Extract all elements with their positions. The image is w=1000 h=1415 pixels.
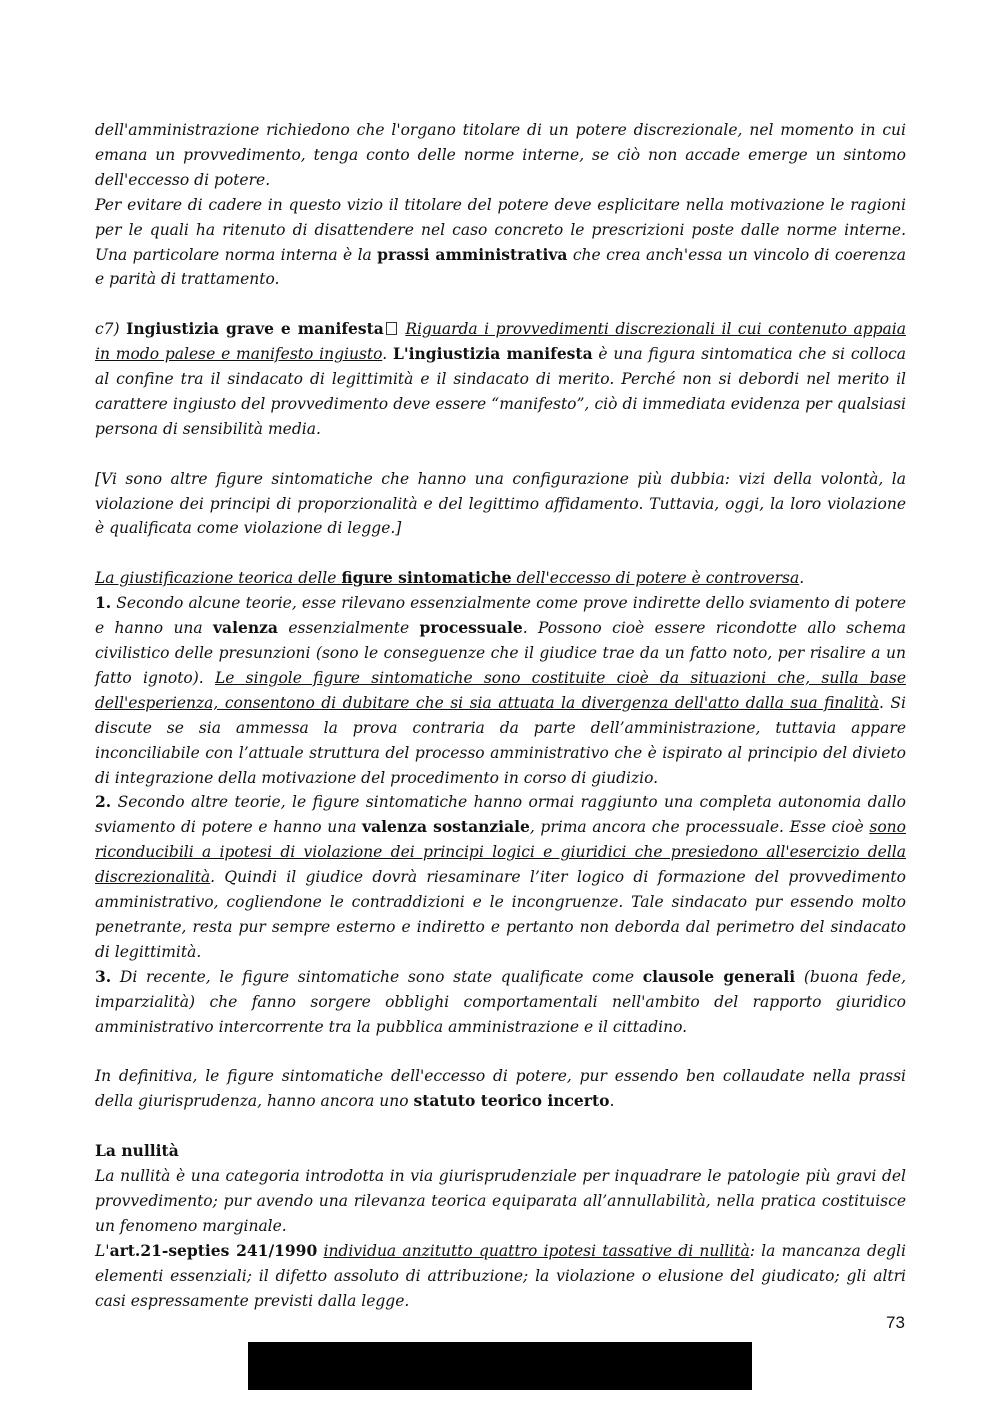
spacer <box>95 292 906 317</box>
list-number: 3. <box>95 966 112 986</box>
spacer <box>95 1039 906 1064</box>
list-item-1: 1. Secondo alcune teorie, esse rilevano essenzialmente come prove indirette dello sviamento di potere e hanno una valenza essenzialmente processuale. Possono cioè essere ricondotte allo schema civilistico delle presunzioni (sono le conseguenze che il giudice trae da un fatto noto, per risalire a un fatto ignoto). Le singole figure sintomatiche sono costituite cioè da situazioni che, sulla base dell'esperienza, consentono di dubitare che si sia attuata la divergenza dell'atto dalla sua finalità. Si discute se sia ammessa la prova contraria da parte dell’amministrazione, tuttavia appare inconciliabile con l’attuale struttura del processo amministrativo che è ispirato al principio del divieto di integrazione della motivazione del procedimento in corso di giudizio. <box>95 593 907 787</box>
spacer <box>95 541 906 566</box>
spacer <box>95 1114 906 1139</box>
c7-label: c7) <box>95 320 127 339</box>
paragraph-giustificazione: La giustificazione teorica delle figure sintomatiche dell'eccesso di potere è controversa. <box>95 568 805 588</box>
redaction-bar <box>248 1342 752 1390</box>
spacer <box>95 442 906 467</box>
paragraph-note: [Vi sono altre figure sintomatiche che hanno una configurazione più dubbia: vizi della volontà, la violazione dei principi di proporzionalità e del legittimo affidamento. Tuttavia, oggi, la loro violazione è qualificata come violazione di legge.] <box>95 469 906 538</box>
paragraph-prassi: Per evitare di cadere in questo vizio il titolare del potere deve esplicitare nella motivazione le ragioni per le quali ha ritenuto di disattendere nel caso concreto le prescrizioni poste dalle norme interne. Una particolare norma interna è la prassi amministrativa che crea anch'essa un vincolo di coerenza e parità di trattamento. <box>95 195 906 289</box>
paragraph-norme-interne: dell'amministrazione richiedono che l'organo titolare di un potere discrezionale, nel momento in cui emana un provvedimento, tenga conto delle norme interne, se ciò non accade emerge un sintomo dell'eccesso di potere. <box>95 121 906 189</box>
list-number: 2. <box>95 792 112 812</box>
page-number: 73 <box>886 1313 905 1332</box>
paragraph-nullita-intro: La nullità è una categoria introdotta in via giurisprudenziale per inquadrare le patologie più gravi del provvedimento; pur avendo una rilevanza teorica equiparata all’annullabilità, nella pratica costituisce un fenomeno marginale. <box>95 1166 906 1235</box>
bold-prassi-amministrativa: prassi amministrativa <box>377 244 568 264</box>
section-heading-nullita: La nullità <box>95 1141 179 1161</box>
paragraph-c7: c7) Ingiustizia grave e manifesta Riguarda i provvedimenti discrezionali il cui contenuto appaia in modo palese e manifesto ingiusto. L'ingiustizia manifesta è una figura sintomatica che si colloca al confine tra il sindacato di legittimità e il sindacato di merito. Perché non si debordi nel merito il carattere ingiusto del provvedimento deve essere “manifesto”, ciò di immediata evidenza per qualsiasi persona di sensibilità media. <box>95 319 906 438</box>
c7-title: Ingiustizia grave e manifesta <box>126 319 384 339</box>
list-number: 1. <box>95 593 112 613</box>
paragraph-conclusione: In definitiva, le figure sintomatiche dell'eccesso di potere, pur essendo ben collaudate nella prassi della giurisprudenza, hanno ancora uno statuto teorico incerto. <box>95 1067 906 1111</box>
list-item-3: 3. Di recente, le figure sintomatiche sono state qualificate come clausole generali (buona fede, imparzialità) che fanno sorgere obblighi comportamentali nell'ambito del rapporto giuridico amministrativo intercorrente tra la pubblica amministrazione e il cittadino. <box>95 966 906 1036</box>
paragraph-art21-septies: L'art.21-septies 241/1990 individua anzitutto quattro ipotesi tassative di nullità: la mancanza degli elementi essenziali; il difetto assoluto di attribuzione; la violazione o elusione del giudicato; gli altri casi espressamente previsti dalla legge. <box>95 1240 906 1310</box>
list-item-2: 2. Secondo altre teorie, le figure sintomatiche hanno ormai raggiunto una completa autonomia dallo sviamento di potere e hanno una valenza sostanziale, prima ancora che processuale. Esse cioè sono riconducibili a ipotesi di violazione dei principi logici e giuridici che presiedono all'esercizio della discrezionalità. Quindi il giudice dovrà riesaminare l’iter logico di formazione del provvedimento amministrativo, cogliendone le contraddizioni e le incongruenze. Tale sindacato pur essendo molto penetrante, resta pur sempre esterno e indiretto e pertanto non deborda dal perimetro del sindacato di legittimità. <box>95 792 906 961</box>
missing-glyph-icon <box>386 322 397 335</box>
document-body <box>95 118 906 1313</box>
